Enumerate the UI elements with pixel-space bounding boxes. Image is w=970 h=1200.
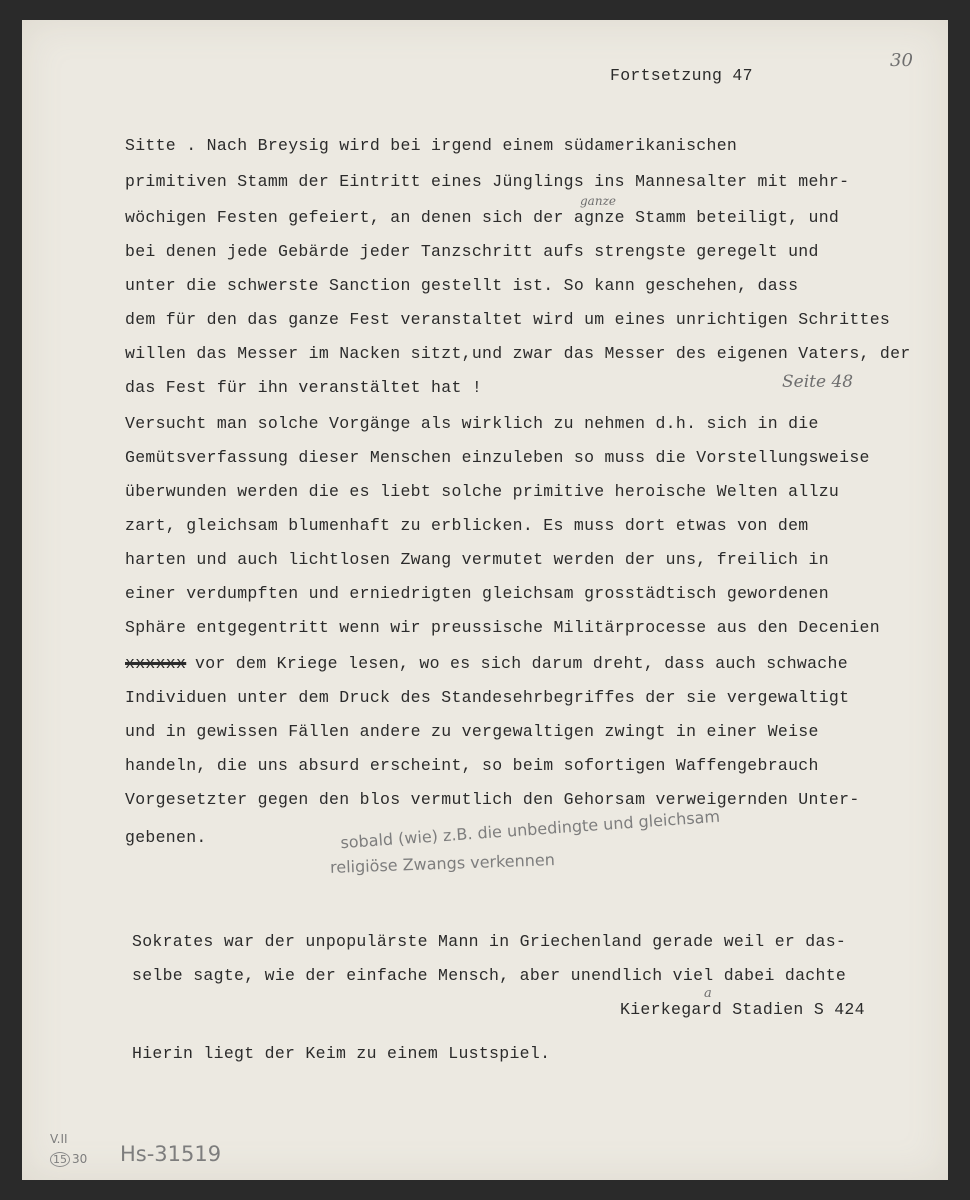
text-line: einer verdumpften und erniedrigten gleichsam grosstädtisch gewordenen [125,584,829,603]
document-page [22,20,948,1180]
continuation-header: Fortsetzung 47 [610,66,753,85]
text-line: dem für den das ganze Fest veranstaltet wird um eines unrichtigen Schrittes [125,310,891,329]
correction-note: a [704,986,712,1001]
text-line: bei denen jede Gebärde jeder Tanzschritt aufs strengste geregelt und [125,242,819,261]
folio-number: 30 [72,1152,88,1166]
page-number-note: 30 [890,50,913,71]
quote-line: Sokrates war der unpopulärste Mann in Griechenland gerade weil er das- [132,932,847,951]
text-line: gebenen. [125,828,207,847]
text-line: Sitte . Nach Breysig wird bei irgend einem südamerikanischen [125,136,738,155]
struck-out-text: xxxxxx [125,654,187,673]
text-line: willen das Messer im Nacken sitzt,und zwar das Messer des eigenen Vaters, der [125,344,911,363]
text-line: Sphäre entgegentritt wenn wir preussische Militärprocesse aus den Decenien [125,618,880,637]
pencil-insertion: religiöse Zwangs verkennen [329,850,556,877]
pencil-insertion: sobald (wie) z.B. die unbedingte und gleichsam [339,806,721,853]
text-line: wöchigen Festen gefeiert, an denen sich der agnze Stamm beteiligt, und [125,208,840,227]
text-line: Individuen unter dem Druck des Standesehrbegriffes der sie vergewaltigt [125,688,850,707]
text-line: Gemütsverfassung dieser Menschen einzuleben so muss die Vorstellungsweise [125,448,870,467]
text-line: harten und auch lichtlosen Zwang vermutet werden der uns, freilich in [125,550,829,569]
text-line: das Fest für ihn veranstältet hat ! [125,378,483,397]
text-line: überwunden werden die es liebt solche primitive heroische Welten allzu [125,482,840,501]
shelfmark: Hs-31519 [120,1142,222,1166]
correction-note: ganze [580,194,616,208]
quote-attribution: Kierkegard Stadien S 424 [620,1000,865,1019]
quote-line: selbe sagte, wie der einfache Mensch, aber unendlich viel dabei dachte [132,966,847,985]
text-line: primitiven Stamm der Eintritt eines Jünglings ins Mannesalter mit mehr- [125,172,850,191]
text-line: unter die schwerste Sanction gestellt ist. So kann geschehen, dass [125,276,799,295]
text-line: und in gewissen Fällen andere zu vergewaltigen zwingt in einer Weise [125,722,819,741]
text-line: vor dem Kriege lesen, wo es sich darum dreht, dass auch schwache [195,654,848,673]
closing-line: Hierin liegt der Keim zu einem Lustspiel. [132,1044,551,1063]
text-line: zart, gleichsam blumenhaft zu erblicken. Es muss dort etwas von dem [125,516,809,535]
text-line: Versucht man solche Vorgänge als wirklich zu nehmen d.h. sich in die [125,414,819,433]
text-line: handeln, die uns absurd erscheint, so beim sofortigen Waffengebrauch [125,756,819,775]
text-line: Vorgesetzter gegen den blos vermutlich den Gehorsam verweigernden Unter- [125,790,860,809]
folio-circled: 15 [50,1152,70,1167]
margin-note: Seite 48 [782,372,854,392]
folio-mark: V.II [50,1132,68,1146]
